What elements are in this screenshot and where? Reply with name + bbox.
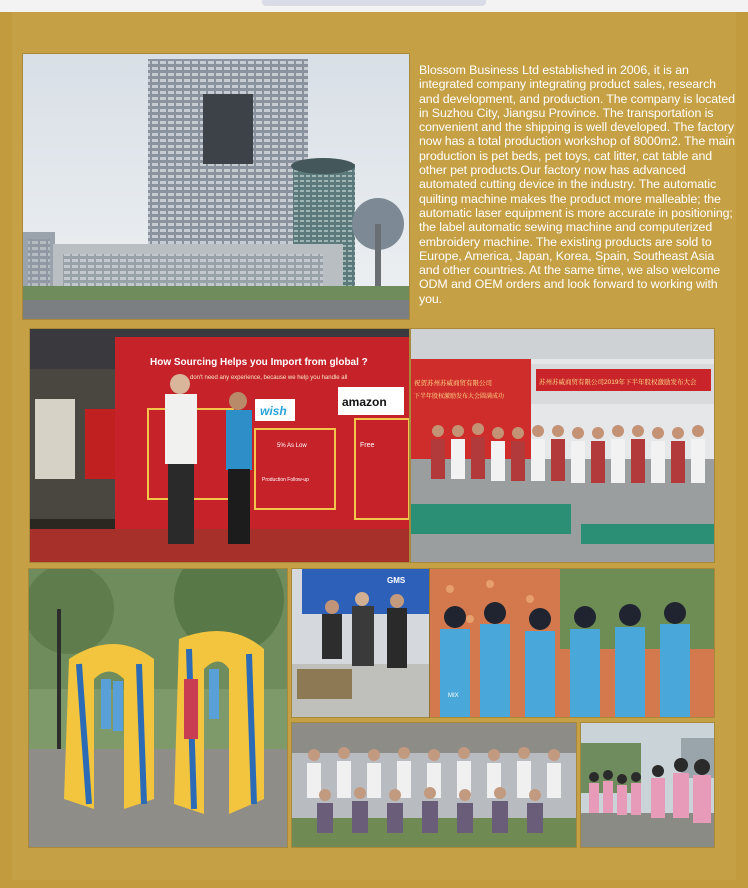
team-tunnel-photo <box>28 568 288 848</box>
expo-photo <box>291 568 430 718</box>
meeting-banner-left: 祝贺苏州苏威商贸有限公司 <box>414 380 492 387</box>
booth-headline: How Sourcing Helps you Import from global ? <box>150 357 368 368</box>
meeting-photo <box>410 328 715 563</box>
company-intro-text: Blossom Business Ltd established in 2006, it is an integrated company integrating product sales, research and development, and production. The company is located in Suzhou City, Jiangsu Province. The transportation is convenient and the shipping is well developed. The factory now has a total production workshop of 8000m2. The main production is pet beds, pet toys, cat litter, cat table and other pet products.Our factory now has advanced automated cutting device in the industry. The automatic quilting machine makes the product more malleable; the automatic laser equipment is more accurate in positioning; the label automatic sewing machine and computerized embroidery machine. The existing products are sold to Europe, America, Japan, Korea, Spain, Southeast Asia and other countries. At the same time, we also welcome ODM and OEM orders and look forward to working with you. <box>419 63 735 306</box>
wish-logo: wish <box>260 404 287 418</box>
meeting-banner-right: 苏州苏威商贸有限公司2019年下半年股权激励发布大会 <box>539 379 697 386</box>
mix-watermark: MIX <box>448 693 459 699</box>
booth-subline: don't need any experience, because we help you handle all <box>190 375 348 381</box>
booth-tag-follow: Production Follow-up <box>262 477 309 483</box>
climbing-group-photo <box>429 568 715 718</box>
amazon-logo: amazon <box>342 395 387 409</box>
top-tab <box>262 0 486 6</box>
meeting-banner-sub: 下半年股权激励发布大会圆满成功 <box>414 394 505 400</box>
booth-tag-free: Free <box>360 442 375 449</box>
building-photo <box>22 53 410 320</box>
outdoor-team-photo <box>580 722 715 848</box>
booth-photo <box>29 328 410 563</box>
group-photo <box>291 722 577 848</box>
booth-tag-low: 5% As Low <box>277 443 307 449</box>
expo-sign: GMS <box>387 576 406 585</box>
